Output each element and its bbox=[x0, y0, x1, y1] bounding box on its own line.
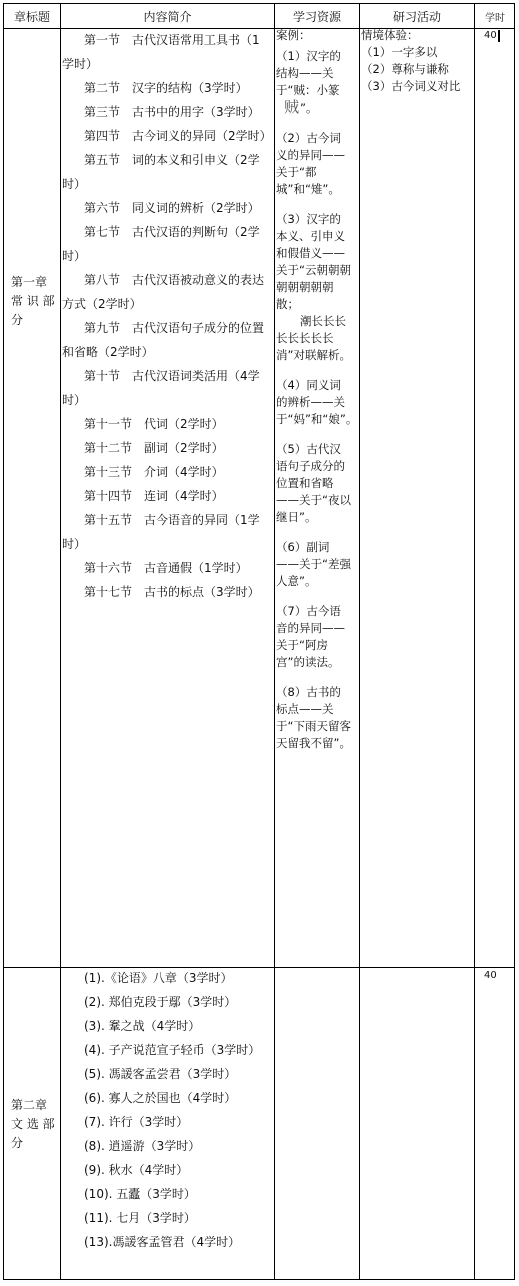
header-chapter: 章标题 bbox=[13, 9, 50, 24]
lesson-item: 第十三节 介词（4学时） bbox=[84, 465, 224, 479]
lesson-item: 第三节 古书中的用字（3学时） bbox=[84, 105, 260, 119]
chapter1-title bbox=[11, 273, 55, 330]
resource-case bbox=[276, 441, 352, 526]
resource-case bbox=[276, 211, 352, 364]
lesson-item: 第十五节 古今语音的异同（1学时） bbox=[62, 513, 260, 551]
header-resources: 学习资源 bbox=[292, 9, 341, 24]
chapter2-title bbox=[11, 1096, 55, 1153]
chapter-title-line: 第一章 bbox=[11, 275, 48, 289]
chapter-title-line: 文 选 部 bbox=[11, 1117, 55, 1131]
lesson-item: (4). 子产说范宣子轻币（3学时） bbox=[84, 1043, 261, 1057]
lesson-item: 第九节 古代汉语句子成分的位置和省略（2学时） bbox=[62, 321, 265, 359]
chapter1-hours: 40 bbox=[484, 30, 497, 41]
activity-item: （3）古今词义对比 bbox=[361, 79, 461, 93]
chapter1-content bbox=[62, 28, 272, 604]
lesson-item: 第一节 古代汉语常用工具书（1学时） bbox=[62, 33, 260, 71]
lesson-item: (7). 许行（3学时） bbox=[84, 1115, 189, 1129]
resource-text: （3）汉字的本义、引申义和假借义——关于“云朝朝朝朝朝朝朝朝散； bbox=[276, 212, 351, 311]
lesson-item: (13).馮諼客孟管君（4学时） bbox=[84, 1235, 241, 1249]
resource-text: ”。 bbox=[300, 101, 318, 115]
chapter1-resources bbox=[276, 27, 358, 752]
column-divider bbox=[474, 4, 475, 1279]
resource-text: （4）同义词的辨析——关于“妈”和“娘”。 bbox=[276, 378, 358, 426]
resource-case bbox=[276, 377, 358, 428]
lesson-item: (3). 鞌之战（4学时） bbox=[84, 1019, 201, 1033]
lesson-item: 第十七节 古书的标点（3学时） bbox=[84, 585, 260, 599]
chapter2-content bbox=[84, 966, 274, 1254]
lesson-item: 第八节 古代汉语被动意义的表达方式（2学时） bbox=[62, 273, 265, 311]
lesson-item: 第六节 同义词的辨析（2学时） bbox=[84, 201, 260, 215]
lesson-item: (11). 七月（3学时） bbox=[84, 1211, 196, 1225]
lesson-item: 第十六节 古音通假（1学时） bbox=[84, 561, 248, 575]
header-content: 内容简介 bbox=[143, 9, 192, 24]
resource-text: 潮长长长长长长长长消”对联解析。 bbox=[276, 314, 351, 362]
lesson-item: 第十二节 副词（2学时） bbox=[84, 441, 224, 455]
activity-item: （2）尊称与谦称 bbox=[361, 62, 449, 76]
chapter1-activities bbox=[361, 27, 471, 95]
resource-case bbox=[276, 603, 352, 671]
activities-label: 情境体验： bbox=[361, 28, 419, 42]
lesson-item: 第十节 古代汉语词类活用（4学时） bbox=[62, 369, 260, 407]
column-divider bbox=[60, 4, 61, 1279]
chapter-title-line: 分 bbox=[11, 313, 24, 327]
resource-text: （1）汉字的结构——关于“ bbox=[276, 49, 341, 97]
lesson-item: (5). 馮諼客孟尝君（3学时） bbox=[84, 1067, 237, 1081]
resource-case bbox=[276, 130, 352, 198]
resource-text: 贼：小篆 bbox=[293, 83, 340, 97]
lesson-item: 第二节 汉字的结构（3学时） bbox=[84, 81, 248, 95]
chapter-title-line: 分 bbox=[11, 1136, 24, 1150]
resource-text: （8）古书的标点——关于“下雨天留客天留我不留”。 bbox=[276, 685, 351, 750]
text-cursor bbox=[498, 30, 500, 42]
resource-text: （6）副词——关于“差强人意”。 bbox=[276, 540, 351, 588]
chapter-title-line: 第二章 bbox=[11, 1098, 48, 1112]
activity-item: （1）一字多以 bbox=[361, 45, 438, 59]
lesson-item: 第四节 古今词义的异同（2学时） bbox=[84, 129, 272, 143]
lesson-item: 第七节 古代汉语的判断句（2学时） bbox=[62, 225, 260, 263]
resource-text: （5）古代汉语句子成分的位置和省略——关于“夜以继日”。 bbox=[276, 442, 351, 524]
lesson-item: 第五节 词的本义和引申义（2学时） bbox=[62, 153, 260, 191]
resource-case bbox=[276, 539, 352, 590]
resource-case bbox=[276, 684, 352, 752]
lesson-item: (1).《论语》八章（3学时） bbox=[84, 971, 233, 985]
column-divider bbox=[274, 4, 275, 1279]
lesson-item: 第十四节 连词（4学时） bbox=[84, 489, 224, 503]
lesson-item: 第十一节 代词（2学时） bbox=[84, 417, 224, 431]
resource-text: （7）古今语音的异同——关于“阿房宫”的读法。 bbox=[276, 604, 345, 669]
column-divider bbox=[359, 4, 360, 1279]
lesson-item: (6). 寡人之於国也（4学时） bbox=[84, 1091, 237, 1105]
resource-case bbox=[276, 48, 352, 117]
header-hours: 学时 bbox=[485, 12, 505, 24]
seal-script-glyph: 贼 bbox=[284, 98, 301, 116]
lesson-item: (2). 郑伯克段于鄢（3学时） bbox=[84, 995, 237, 1009]
lesson-item: (10). 五蠹（3学时） bbox=[84, 1187, 196, 1201]
lesson-item: (9). 秋水（4学时） bbox=[84, 1163, 189, 1177]
chapter2-hours: 40 bbox=[484, 970, 497, 981]
lesson-item: (8). 逍遥游（3学时） bbox=[84, 1139, 201, 1153]
resource-text: （2）古今词义的异同——关于“都城”和“雉”。 bbox=[276, 131, 345, 196]
resources-label: 案例： bbox=[276, 28, 311, 42]
chapter-title-line: 常 识 部 bbox=[11, 294, 55, 308]
header-activities: 研习活动 bbox=[392, 9, 441, 24]
